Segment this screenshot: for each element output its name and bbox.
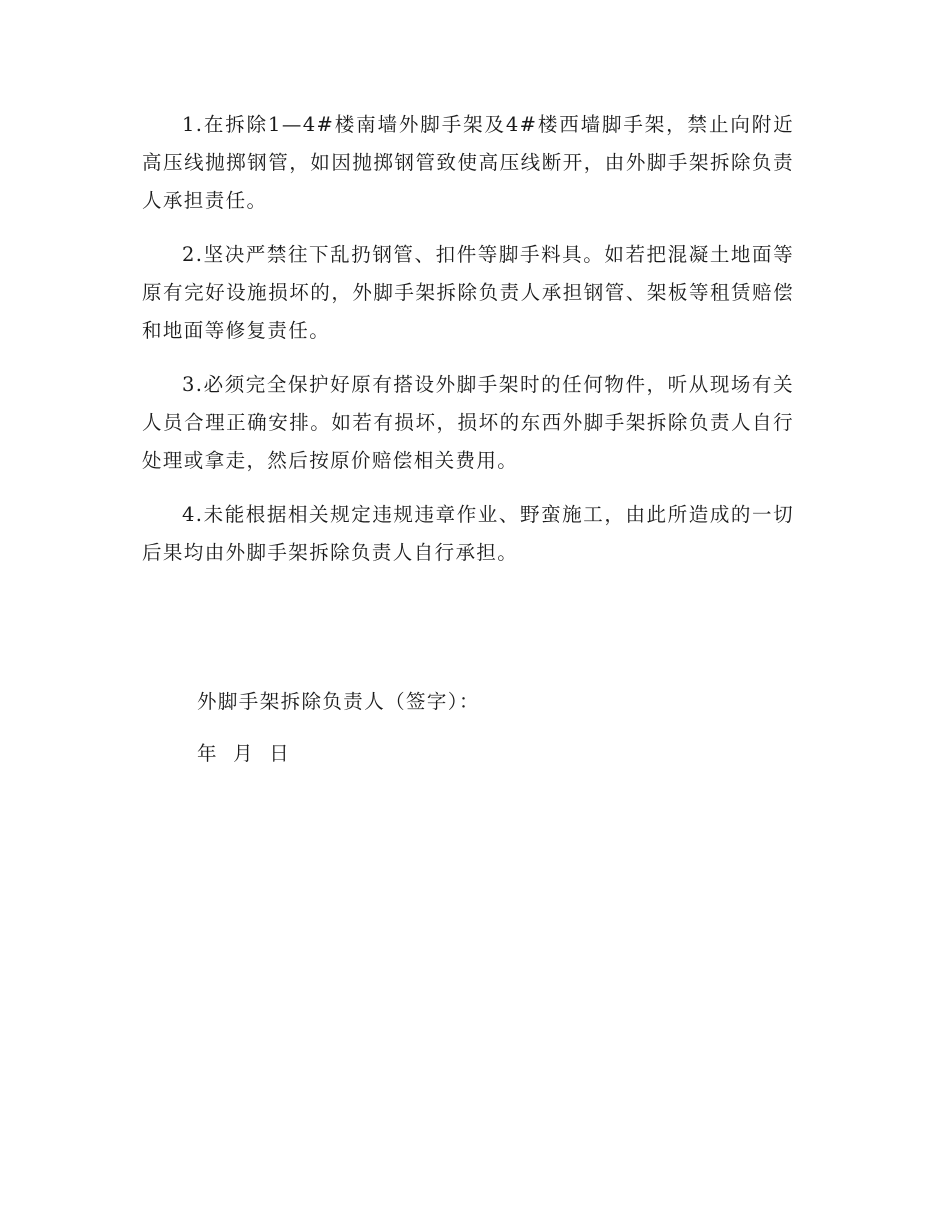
clause-2: 2.坚决严禁往下乱扔钢管、扣件等脚手料具。如若把混凝土地面等原有完好设施损坏的，外脚手架拆除负责人承担钢管、架板等租赁赔偿和地面等修复责任。: [142, 243, 794, 342]
clause-4: 4.未能根据相关规定违规违章作业、野蛮施工，由此所造成的一切后果均由外脚手架拆除负责人自行承担。: [142, 503, 794, 564]
clause-1: 1.在拆除1—4#楼南墙外脚手架及4#楼西墙脚手架，禁止向附近高压线抛掷钢管，如因抛掷钢管致使高压线断开，由外脚手架拆除负责人承担责任。: [142, 113, 794, 212]
clause-3: 3.必须完全保护好原有搭设外脚手架时的任何物件，听从现场有关人员合理正确安排。如若有损坏，损坏的东西外脚手架拆除负责人自行处理或拿走，然后按原价赔偿相关费用。: [142, 373, 794, 472]
date-label: 年 月 日: [197, 742, 291, 765]
document-body: [142, 106, 794, 588]
signature-label: 外脚手架拆除负责人（签字）：: [197, 690, 480, 713]
